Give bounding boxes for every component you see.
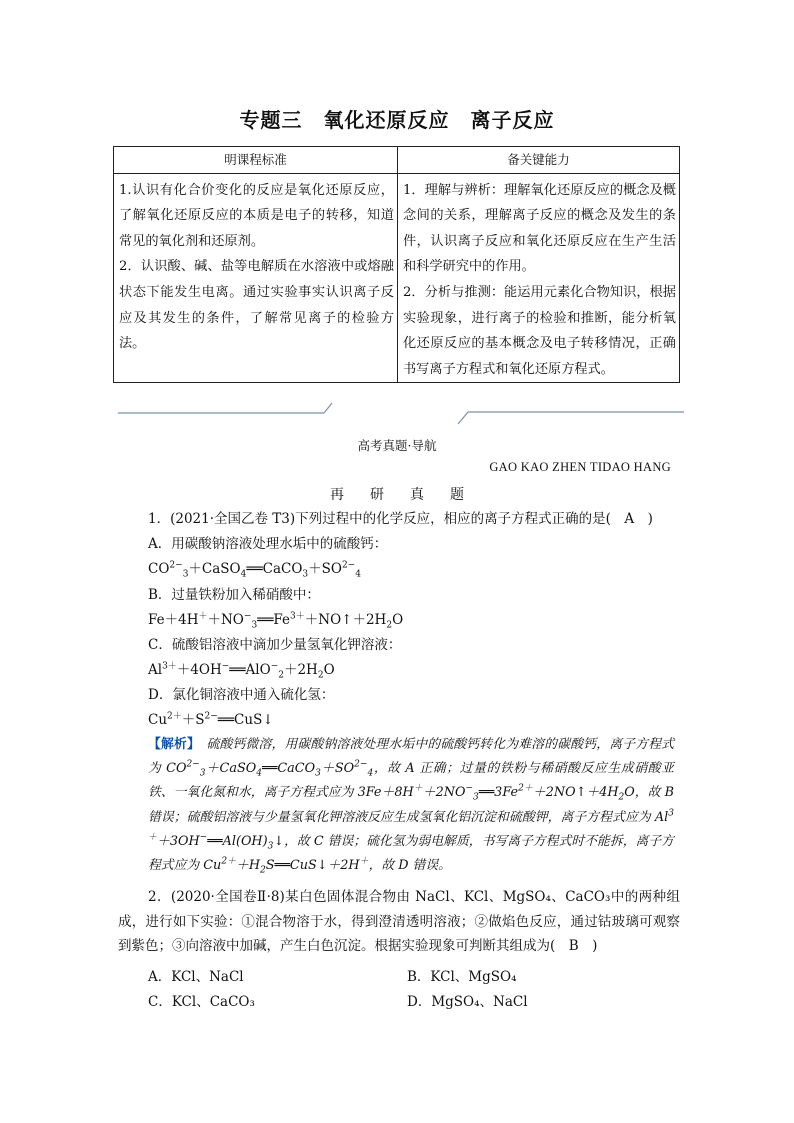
study-title <box>0 484 794 504</box>
q1-option-a: A．用碳酸钠溶液处理水垢中的硫酸钙： <box>148 536 388 552</box>
standards-left-cell <box>114 173 398 383</box>
standards-right-cell <box>398 173 680 383</box>
q1-equation-a: $CO^{2-}_3+CaSO_4══CaCO_3+SO^{2-}_4$ <box>148 560 361 580</box>
q2-option-d: D．MgSO₄、NaCl <box>407 994 528 1010</box>
study-title-char: 题 <box>450 487 464 503</box>
q2-option-c: C．KCl、CaCO₃ <box>148 994 255 1010</box>
q1-equation-b: $Fe+4H^++NO^-_3══Fe^{3+}+NO↑+2H_2O$ <box>148 611 404 631</box>
q2-option-a: A．KCl、NaCl <box>148 969 244 985</box>
section-heading: 高考真题·导航 <box>357 438 437 453</box>
standard-item: 1.认识有化合价变化的反应是氧化还原反应，了解氧化还原反应的本质是电子的转移，知道常见的氧化剂和还原剂。 <box>119 182 394 249</box>
study-title-char: 再 <box>330 487 344 503</box>
header-key-ability: 备关键能力 <box>398 147 680 174</box>
ability-item: 2．分析与推测：能运用元素化合物知识，根据实验现象，进行离子的检验和推断，能分析氧化还原反应的基本概念及电子转移情况，正确书写离子方程式和氧化还原方程式。 <box>403 284 676 377</box>
q2-stem: 2．(2020·全国卷Ⅱ·8)某白色固体混合物由 NaCl、KCl、MgSO₄、CaCO₃中的两种组成，进行如下实验：①混合物溶于水，得到澄清透明溶液；②做焰色反应，通过钴玻璃可观察到紫色；③向溶液中加碱，产生白色沉淀。根据实验现象可判断其组成为( B ) <box>118 889 680 954</box>
q1-option-b: B．过量铁粉加入稀硝酸中： <box>148 587 320 603</box>
standards-table <box>113 146 680 383</box>
q1-equation-c: $Al^{3+}+4OH^-══AlO^-_2+2H_2O$ <box>148 661 335 681</box>
q1-option-d: D．氯化铜溶液中通入硫化氢： <box>148 687 335 703</box>
standard-item: 2．认识酸、碱、盐等电解质在水溶液中或熔融状态下能发生电离。通过实验事实认识离子反应及其发生的条件，了解常见离子的检验方法。 <box>119 259 394 352</box>
q1-option-c: C．硫酸铝溶液中滴加少量氢氧化钾溶液： <box>148 637 402 653</box>
section-divider <box>118 396 684 426</box>
q1-stem: 1．(2021·全国乙卷 T3)下列过程中的化学反应，相应的离子方程式正确的是( A ) <box>148 511 653 527</box>
study-title-char: 真 <box>410 487 424 503</box>
study-title-char: 研 <box>370 487 384 503</box>
section-pinyin: GAO KAO ZHEN TIDAO HANG <box>489 460 671 474</box>
analysis-tag: 【解析】 <box>148 737 194 752</box>
ability-item: 1．理解与辨析：理解氧化还原反应的概念及概念间的关系，理解离子反应的概念及发生的条件，认识离子反应和氧化还原反应在生产生活和科学研究中的作用。 <box>403 182 676 275</box>
page-title: 专题三 氧化还原反应 离子反应 <box>239 108 555 132</box>
header-course-standard: 明课程标准 <box>114 147 398 174</box>
q2-option-b: B．KCl、MgSO₄ <box>407 969 517 985</box>
q1-analysis: 【解析】 硫酸钙微溶，用碳酸钠溶液处理水垢中的硫酸钙转化为难溶的碳酸钙，离子方程式为 $CO^{2-}_3+CaSO_4══CaCO_3+SO^{2-}_4$，故 A 正确；过量的铁粉与稀硝酸反应生成硝酸亚铁、一氧化氮和水，离子方程式应为 $3Fe+8H^++2NO^-_3══3Fe^{2+}+2NO↑+4H_2O$，故 B 错误；硫酸铝溶液与少量氢氧化钾溶液反应生成氢氧化铝沉淀和硫酸钾，离子方程式应为 $Al^{3+}+3OH^-══Al(OH)_3↓$，故 C 错误；硫化氢为弱电解质，书写离子方程式时不能拆，离子方程式应为 $Cu^{2+}+H_2S══CuS↓+2H^+$，故 D 错误。 <box>148 737 674 876</box>
q1-equation-d: $Cu^{2+}+S^{2-}══CuS↓$ <box>148 711 274 728</box>
